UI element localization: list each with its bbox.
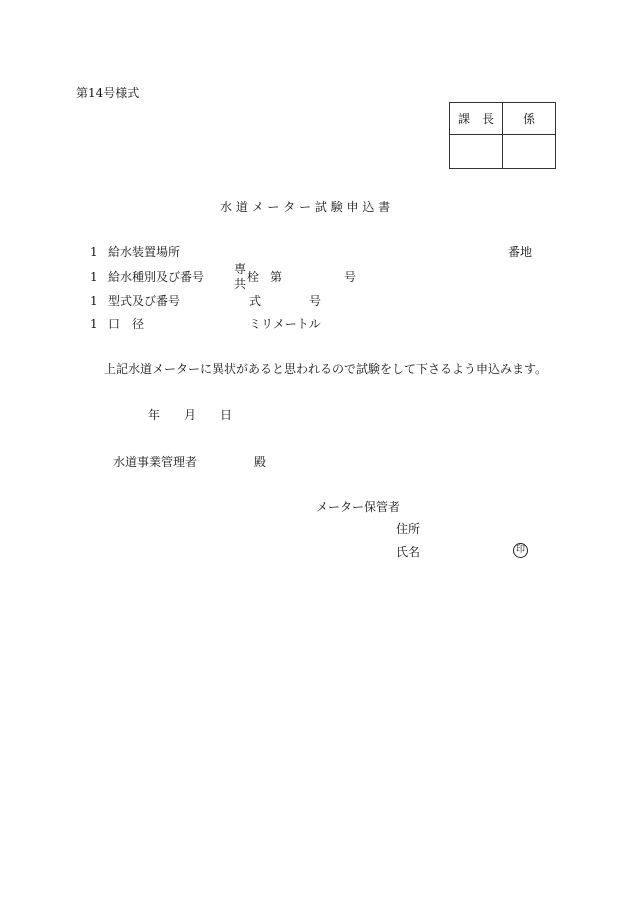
item-meter-type-tap: 栓 [247,270,260,284]
stamp-header-section-chief: 課 長 [450,103,503,135]
applicant-title: メーター保管者 [316,500,401,514]
stamp-header-staff: 係 [503,103,556,135]
form-number: 第14号様式 [76,86,140,100]
stamp-cell-section-chief[interactable] [450,135,503,169]
date-year: 年 [148,408,161,422]
item-meter-type-option-exclusive: 専 [234,262,247,276]
item-meter-type-go: 号 [344,270,357,284]
approval-stamp-box [449,102,556,169]
item-location-suffix: 番地 [508,245,533,259]
item-diameter-unit: ミリメートル [249,317,321,331]
item-meter-type-dai: 第 [270,270,283,284]
stamp-cell-staff[interactable] [503,135,556,169]
seal-icon: 印 [513,543,528,558]
addressee: 水道事業管理者 [113,455,198,469]
statement: 上記水道メーターに異状があると思われるので試験をして下さるよう申込みます。 [104,362,548,376]
item-location-number: 1 [90,245,98,259]
item-meter-type-label: 給水種別及び番号 [108,270,205,284]
item-model-go: 号 [309,294,322,308]
item-model-label: 型式及び番号 [108,294,181,308]
item-meter-type-number: 1 [90,270,98,284]
item-location-label: 給水装置場所 [108,245,181,259]
addressee-honorific: 殿 [254,455,267,469]
item-diameter-label: 口 径 [108,317,145,331]
page-title: 水 道 メ ー タ ー 試 験 申 込 書 [220,200,391,214]
date-month: 月 [184,408,197,422]
item-model-shiki: 式 [249,294,262,308]
applicant-name-label: 氏名 [396,545,421,559]
item-model-number: 1 [90,294,98,308]
date-day: 日 [220,408,233,422]
applicant-address-label: 住所 [396,522,421,536]
item-meter-type-option-shared: 共 [234,277,247,291]
item-diameter-number: 1 [90,317,98,331]
